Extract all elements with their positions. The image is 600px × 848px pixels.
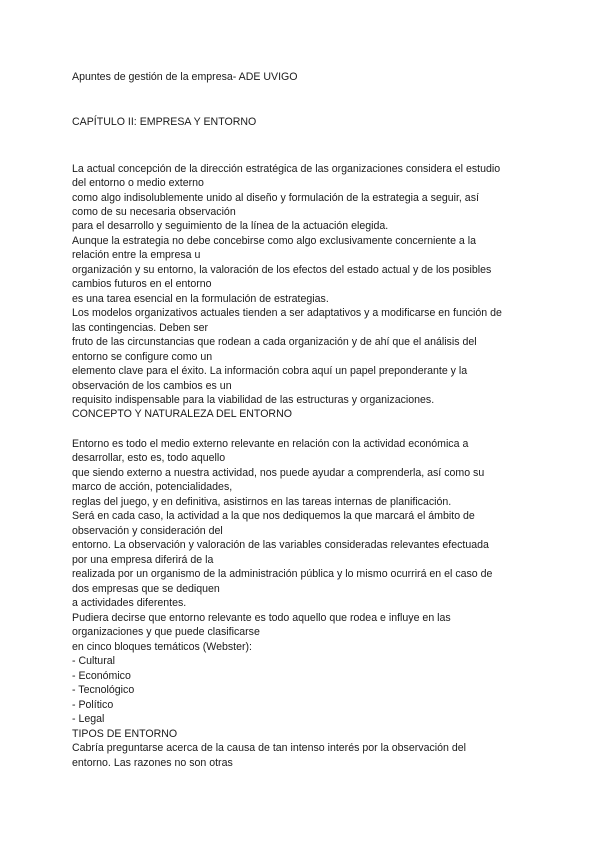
section1-line: Pudiera decirse que entorno relevante es todo aquello que rodea e influye en las	[72, 612, 451, 624]
section2-line: Cabría preguntarse acerca de la causa de tan intenso interés por la observación del	[72, 742, 466, 754]
intro-line: La actual concepción de la dirección estratégica de las organizaciones considera el estudio	[72, 163, 501, 175]
section1-line: reglas del juego, y en definitiva, asistirnos en las tareas internas de planificación.	[72, 496, 452, 508]
section1-line: a actividades diferentes.	[72, 597, 187, 609]
section1-line: por una empresa diferirá de la	[72, 554, 214, 566]
intro-line: como de su necesaria observación	[72, 206, 236, 218]
section1-line: Será en cada caso, la actividad a la que nos dediquemos la que marcará el ámbito de	[72, 510, 475, 522]
intro-line: fruto de las circunstancias que rodean a cada organización y de ahí que el análisis del	[72, 336, 477, 348]
intro-line: entorno se configure como un	[72, 351, 213, 363]
section2-line: entorno. Las razones no son otras	[72, 757, 233, 769]
section1-line: en cinco bloques temáticos (Webster):	[72, 641, 252, 653]
section1-line: observación y consideración del	[72, 525, 223, 537]
intro-line: Aunque la estrategia no debe concebirse como algo exclusivamente concerniente a la	[72, 235, 476, 247]
intro-line: elemento clave para el éxito. La información cobra aquí un papel preponderante y la	[72, 365, 468, 377]
intro-line: organización y su entorno, la valoración de los efectos del estado actual y de los posibles	[72, 264, 492, 276]
intro-line: del entorno o medio externo	[72, 177, 204, 189]
intro-line: para el desarrollo y seguimiento de la línea de la actuación elegida.	[72, 220, 389, 232]
intro-line: requisito indispensable para la viabilidad de las estructuras y organizaciones.	[72, 394, 435, 406]
intro-line: observación de los cambios es un	[72, 380, 232, 392]
section1-line: entorno. La observación y valoración de las variables consideradas relevantes efectuada	[72, 539, 489, 551]
section1-line: dos empresas que se dediquen	[72, 583, 220, 595]
list-item-politico: - Político	[72, 699, 114, 711]
intro-line: Los modelos organizativos actuales tienden a ser adaptativos y a modificarse en función de	[72, 307, 502, 319]
list-item-tecnologico: - Tecnológico	[72, 684, 135, 696]
intro-line: como algo indisolublemente unido al diseño y formulación de la estrategia a seguir, así	[72, 192, 479, 204]
section-title-tipos: TIPOS DE ENTORNO	[72, 728, 178, 740]
chapter-title: CAPÍTULO II: EMPRESA Y ENTORNO	[72, 116, 257, 128]
section1-line: que siendo externo a nuestra actividad, nos puede ayudar a comprenderla, así como su	[72, 467, 485, 479]
section1-line: desarrollar, esto es, todo aquello	[72, 452, 226, 464]
list-item-legal: - Legal	[72, 713, 105, 725]
section-title-concepto: CONCEPTO Y NATURALEZA DEL ENTORNO	[72, 408, 292, 420]
list-item-economico: - Económico	[72, 670, 131, 682]
intro-line: relación entre la empresa u	[72, 249, 201, 261]
intro-line: cambios futuros en el entorno	[72, 278, 212, 290]
section1-line: Entorno es todo el medio externo relevante en relación con la actividad económica a	[72, 438, 469, 450]
intro-line: las contingencias. Deben ser	[72, 322, 209, 334]
section1-line: marco de acción, potencialidades,	[72, 481, 233, 493]
list-item-cultural: - Cultural	[72, 655, 115, 667]
document-header: Apuntes de gestión de la empresa- ADE UVIGO	[72, 71, 298, 83]
section1-line: organizaciones y que puede clasificarse	[72, 626, 260, 638]
section1-line: realizada por un organismo de la administración pública y lo mismo ocurrirá en el caso de	[72, 568, 493, 580]
intro-line: es una tarea esencial en la formulación de estrategias.	[72, 293, 329, 305]
